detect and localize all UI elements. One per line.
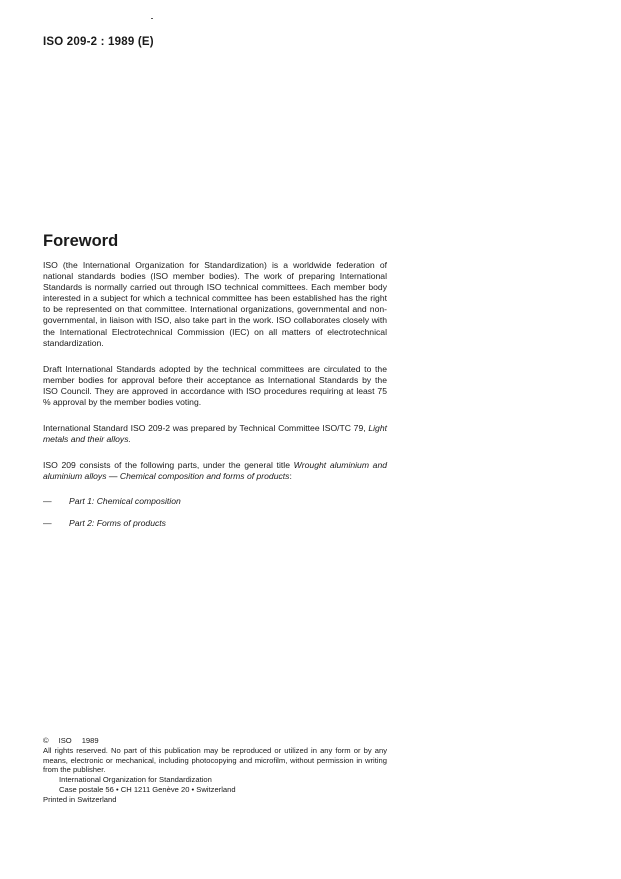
part-1-label: Part 1: Chemical composition [69, 496, 181, 506]
list-dash: — [43, 518, 52, 528]
scan-speck [151, 18, 153, 19]
document-id: ISO 209-2 : 1989 (E) [43, 36, 154, 48]
foreword-paragraph-2: Draft International Standards adopted by the technical committees are circulated to the member bodies for approval before their acceptance as International Standards by the ISO Council. They are approved in accordance with ISO procedures requiring at least 75 % approval by the member bodies voting. [43, 364, 387, 408]
committee-title: Light metals and their alloys. [43, 423, 387, 445]
copyright-line [43, 736, 387, 746]
copyright-footer [43, 736, 387, 805]
list-dash: — [43, 496, 52, 506]
list-item [43, 518, 181, 540]
copyright-year: 1989 [81, 736, 99, 745]
part-2-label: Part 2: Forms of products [69, 518, 166, 528]
foreword-paragraph-4 [43, 460, 387, 482]
org-name: International Organization for Standardization [59, 775, 212, 785]
list-item [43, 496, 181, 518]
foreword-paragraph-1: ISO (the International Organization for Standardization) is a worldwide federation of national standards bodies (ISO member bodies). The work of preparing International Standards is normally carried out through ISO technical committees. Each member body interested in a subject for which a technical committee has been established has the right to be represented on that committee. International organizations, governmental and non-governmental, in liaison with ISO, also take part in the work. ISO collaborates closely with the International Electrotechnical Commission (IEC) on all matters of electrotechnical standardization. [43, 260, 387, 348]
foreword-paragraph-3 [43, 423, 387, 445]
parts-list [43, 496, 181, 540]
prepared-by-text: International Standard ISO 209-2 was prepared by Technical Committee ISO/TC 79, [43, 423, 366, 433]
foreword-title: Foreword [43, 232, 119, 250]
copyright-org: ISO [58, 736, 72, 745]
org-address: Case postale 56 • CH 1211 Genève 20 • Switzerland [59, 784, 236, 794]
rights-statement: All rights reserved. No part of this publication may be reproduced or utilized in any form or by any means, electronic or mechanical, including photocopying and microfilm, without permission in writing from the publisher. [43, 745, 387, 775]
general-title: Wrought aluminium and aluminium alloys — Chemical composition and forms of products [43, 460, 388, 482]
copyright-symbol: © [43, 736, 49, 745]
parts-intro-text: ISO 209 consists of the following parts, under the general title [43, 460, 290, 470]
printed-in: Printed in Switzerland [43, 794, 117, 804]
parts-intro-colon: : [289, 471, 292, 482]
